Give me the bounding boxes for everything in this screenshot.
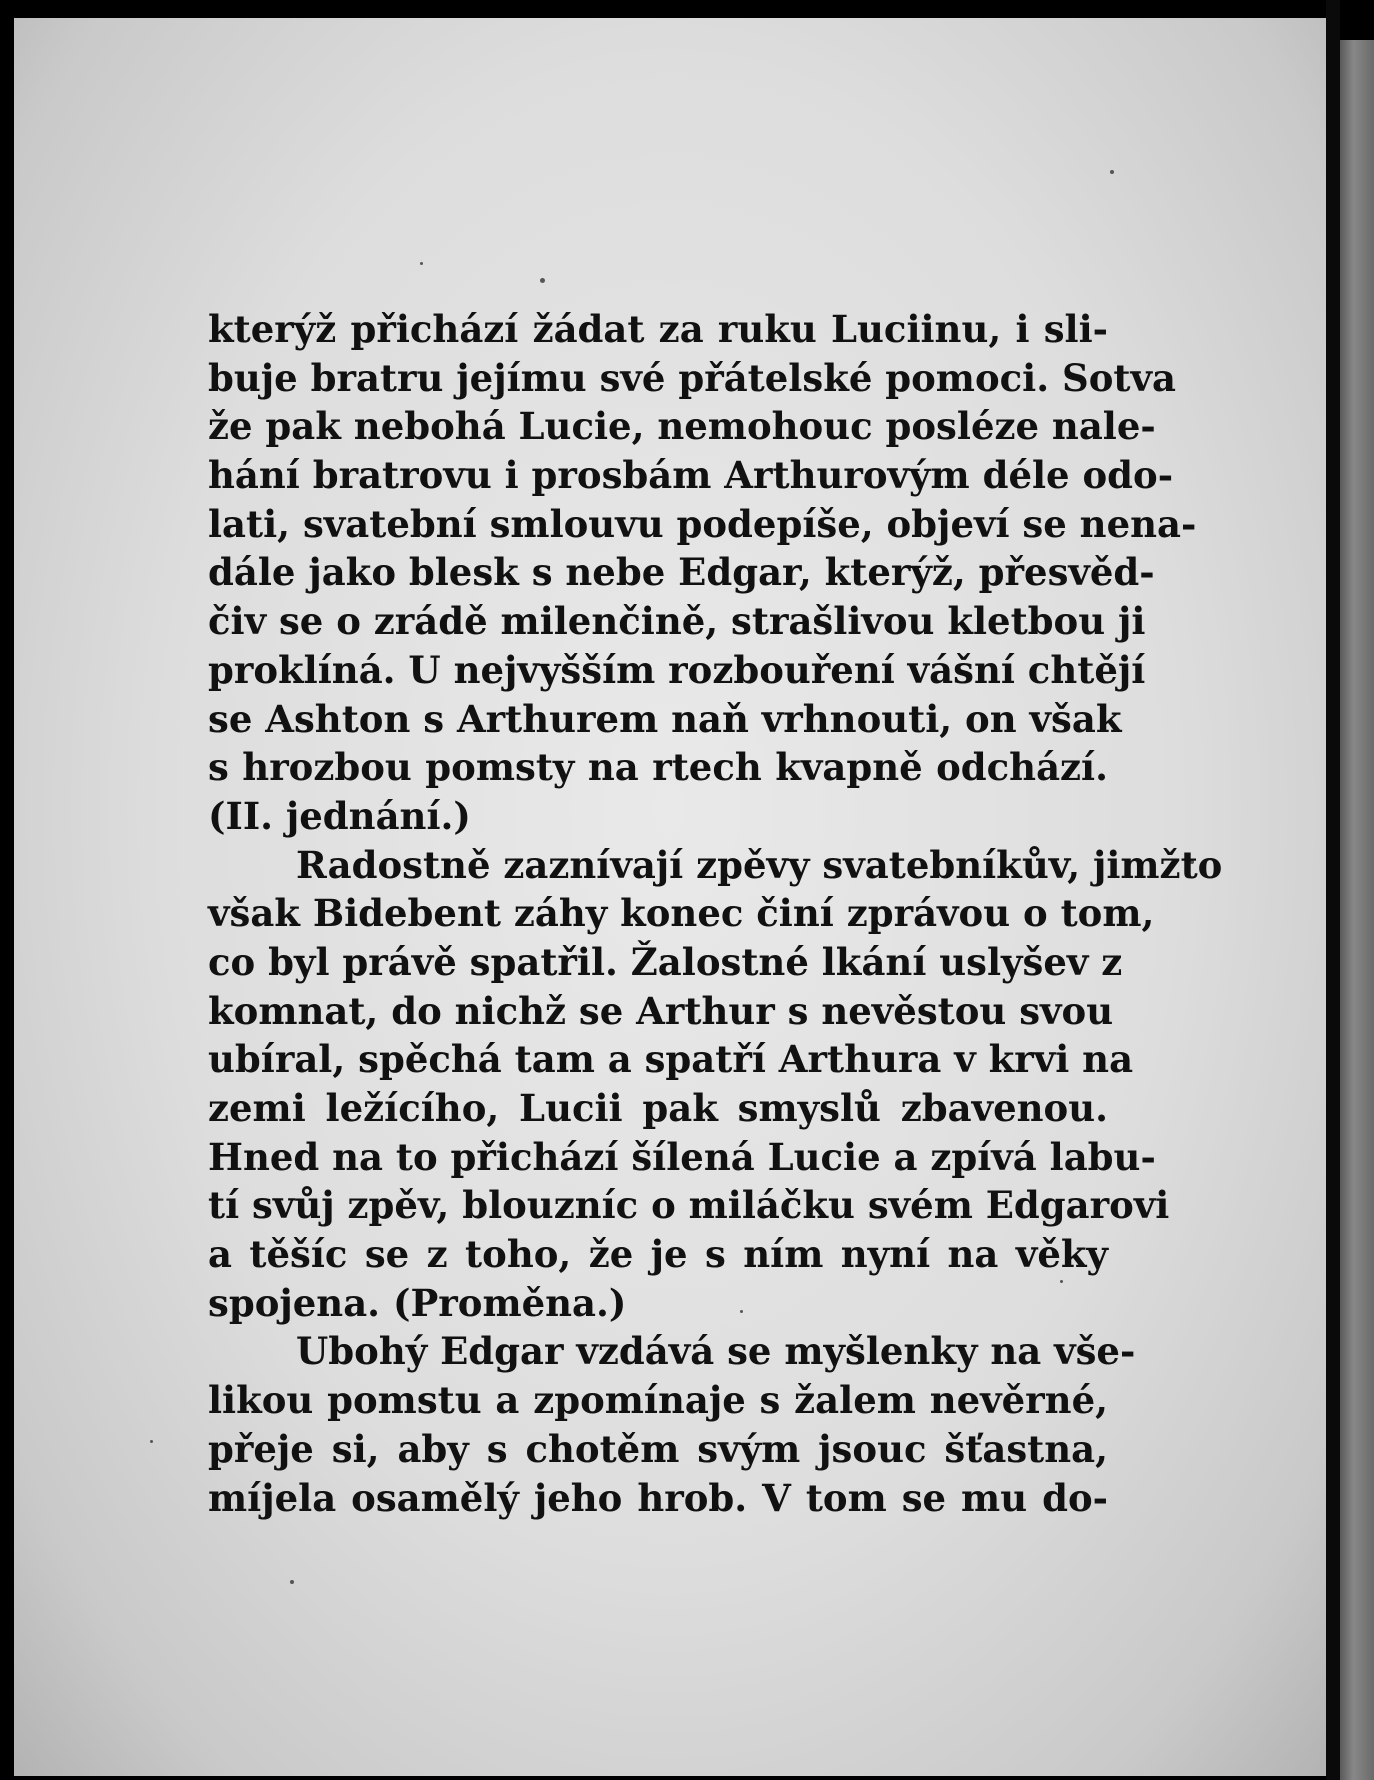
text-line: zemi ležícího, Lucii pak smyslů zbavenou. xyxy=(208,1086,1108,1130)
text-line: kterýž přichází žádat za ruku Luciinu, i sli- xyxy=(208,307,1108,351)
text-line: likou pomstu a zpomínaje s žalem nevěrné, xyxy=(208,1378,1108,1423)
text-line: (II. jednání.) xyxy=(208,793,471,838)
text-line: však Bidebent záhy konec činí zprávou o tom, xyxy=(208,891,1155,936)
paper-speck xyxy=(150,1440,153,1443)
body-text xyxy=(208,305,1223,1522)
text-line: spojena. (Proměna.) xyxy=(208,1280,627,1325)
text-line: ubíral, spěchá tam a spatří Arthura v krvi na xyxy=(208,1037,1134,1082)
text-line: lati, svatební smlouvu podepíše, objeví se nena- xyxy=(208,501,1197,546)
paper-speck xyxy=(420,262,423,265)
text-line: s hrozbou pomsty na rtech kvapně odchází. xyxy=(208,745,1108,790)
text-line: že pak nebohá Lucie, nemohouc posléze nale- xyxy=(208,404,1156,449)
text-line: co byl právě spatřil. Žalostné lkání uslyšev z xyxy=(208,939,1123,984)
text-line: hání bratrovu i prosbám Arthurovým déle odo- xyxy=(208,453,1174,498)
text-line: přeje si, aby s chotěm svým jsouc šťastna, xyxy=(208,1426,1108,1471)
text-line: dále jako blesk s nebe Edgar, kterýž, přesvěd- xyxy=(208,550,1155,595)
paper-speck xyxy=(290,1580,294,1584)
text-line: buje bratru jejímu své přátelské pomoci. Sotva xyxy=(208,355,1176,400)
text-line: proklíná. U nejvyšším rozbouření vášní chtějí xyxy=(208,647,1146,692)
next-page-edge xyxy=(1340,40,1374,1780)
text-line: se Ashton s Arthurem naň vrhnouti, on však xyxy=(208,696,1122,741)
paper-speck xyxy=(540,278,545,283)
text-line: míjela osamělý jeho hrob. V tom se mu do- xyxy=(208,1475,1108,1520)
text-line: Radostně zaznívají zpěvy svatebníkův, jimžto xyxy=(296,842,1223,887)
text-line: Ubohý Edgar vzdává se myšlenky na vše- xyxy=(296,1329,1136,1374)
text-line: tí svůj zpěv, blouzníc o miláčku svém Edgarovi xyxy=(208,1183,1170,1228)
text-line: čiv se o zrádě milenčině, strašlivou kletbou ji xyxy=(208,599,1146,644)
page-edge-shadow xyxy=(1326,0,1340,1780)
text-line: komnat, do nichž se Arthur s nevěstou svou xyxy=(208,988,1114,1033)
text-line: Hned na to přichází šílená Lucie a zpívá labu- xyxy=(208,1134,1156,1179)
paper-speck xyxy=(1110,170,1114,174)
text-line: a těšíc se z toho, že je s ním nyní na věky xyxy=(208,1232,1108,1277)
